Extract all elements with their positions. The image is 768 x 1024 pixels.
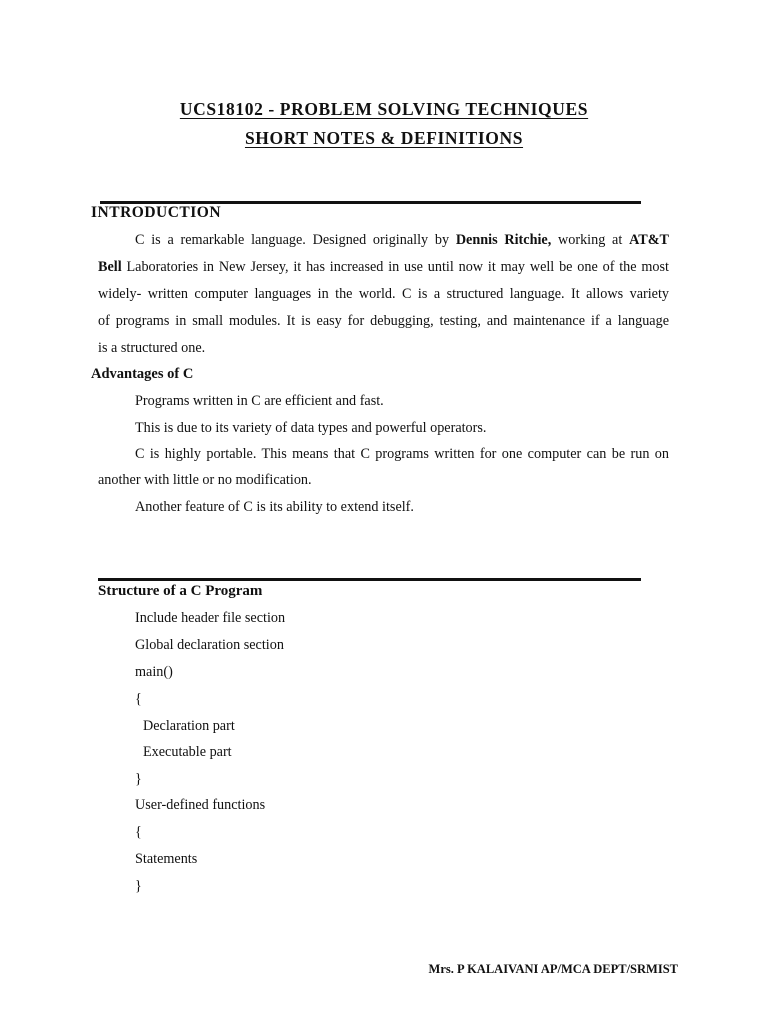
advantage-line: This is due to its variety of data types and powerful operators.	[135, 420, 487, 436]
company-name: AT&T	[629, 232, 669, 248]
advantage-line: another with little or no modification.	[98, 472, 312, 488]
structure-item: }	[135, 878, 142, 894]
company-name-cont: Bell	[98, 259, 122, 275]
structure-item: Include header file section	[135, 610, 286, 626]
intro-paragraph-line2	[98, 259, 669, 276]
intro-paragraph-line5: is a structured one.	[98, 340, 206, 356]
structure-item: User-defined functions	[135, 797, 266, 813]
intro-paragraph-line1	[135, 232, 669, 249]
section-divider	[98, 578, 641, 581]
structure-item: Global declaration section	[135, 637, 284, 653]
introduction-heading: INTRODUCTION	[91, 204, 222, 221]
intro-paragraph-line4: of programs in small modules. It is easy for debugging, testing, and maintenance if a language	[98, 313, 669, 329]
author-name: Dennis Ritchie,	[455, 232, 552, 248]
structure-item: Executable part	[143, 744, 232, 760]
intro-text: Laboratories in New Jersey, it has increased in use until now it may well be one of the most	[121, 259, 669, 275]
structure-item: Declaration part	[143, 718, 235, 734]
document-title-line2: SHORT NOTES & DEFINITIONS	[244, 128, 524, 148]
structure-item: main()	[135, 664, 173, 680]
intro-text: working at	[551, 232, 630, 248]
advantage-line: Programs written in C are efficient and fast.	[135, 393, 384, 409]
structure-item: Statements	[135, 851, 198, 867]
intro-text: C is a remarkable language. Designed originally by	[135, 232, 456, 248]
structure-item: {	[135, 691, 142, 707]
advantage-line: Another feature of C is its ability to extend itself.	[135, 499, 414, 515]
structure-item: }	[135, 771, 142, 787]
document-title-line1: UCS18102 - PROBLEM SOLVING TECHNIQUES	[179, 99, 589, 119]
advantage-line: C is highly portable. This means that C programs written for one computer can be run on	[135, 446, 669, 462]
structure-heading: Structure of a C Program	[98, 583, 263, 599]
page-footer-author: Mrs. P KALAIVANI AP/MCA DEPT/SRMIST	[428, 962, 678, 976]
intro-paragraph-line3: widely- written computer languages in the world. C is a structured language. It allows variety	[98, 286, 669, 302]
advantages-heading: Advantages of C	[91, 366, 194, 382]
structure-item: {	[135, 824, 142, 840]
